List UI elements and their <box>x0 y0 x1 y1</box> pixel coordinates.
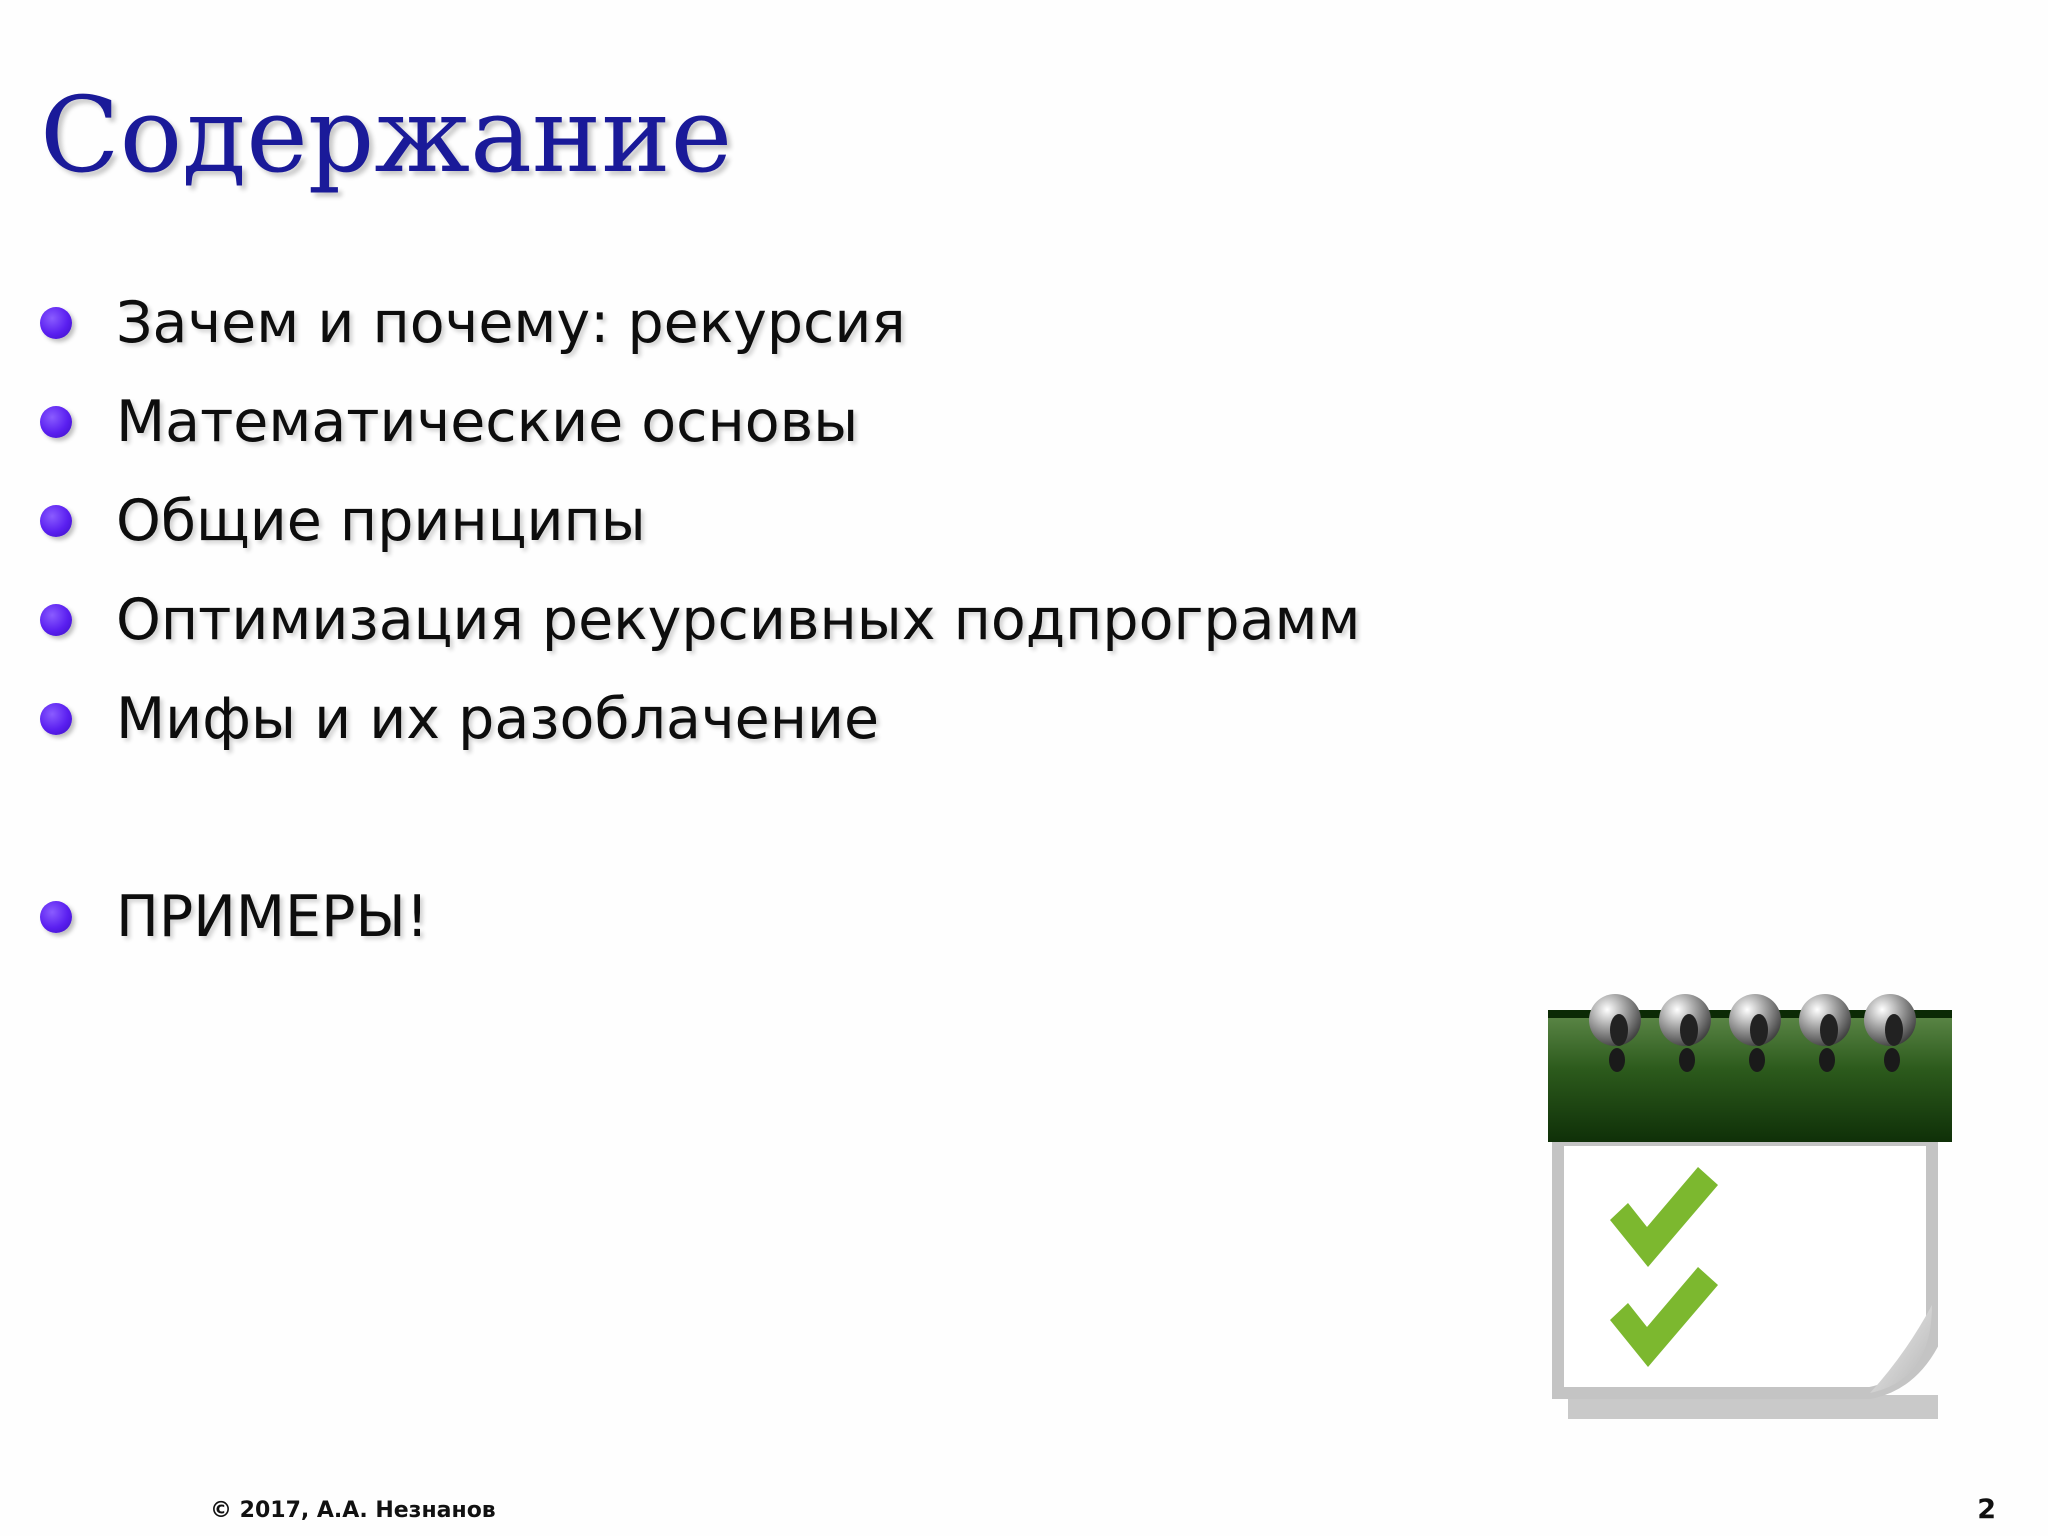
bullet-text: Оптимизация рекурсивных подпрограмм <box>116 587 1361 653</box>
calendar-page <box>1558 1140 1932 1393</box>
bullet-text: Математические основы <box>116 389 859 455</box>
slide-title: Содержание <box>40 74 733 196</box>
calendar-checklist-icon <box>1540 975 1960 1440</box>
bullet-dot-icon <box>40 505 72 537</box>
bullet-dot-icon <box>40 703 72 735</box>
bullet-dot-icon <box>40 901 72 933</box>
page-number: 2 <box>1977 1494 1996 1525</box>
bullet-text: Общие принципы <box>116 488 646 554</box>
footer-copyright: © 2017, А.А. Незнанов <box>210 1498 496 1523</box>
bullet-dot-icon <box>40 604 72 636</box>
bullet-text: Мифы и их разоблачение <box>116 686 880 752</box>
bullet-dot-icon <box>40 307 72 339</box>
bullet-dot-icon <box>40 406 72 438</box>
bullet-text: ПРИМЕРЫ! <box>116 884 429 950</box>
bullet-text: Зачем и почему: рекурсия <box>116 290 906 356</box>
